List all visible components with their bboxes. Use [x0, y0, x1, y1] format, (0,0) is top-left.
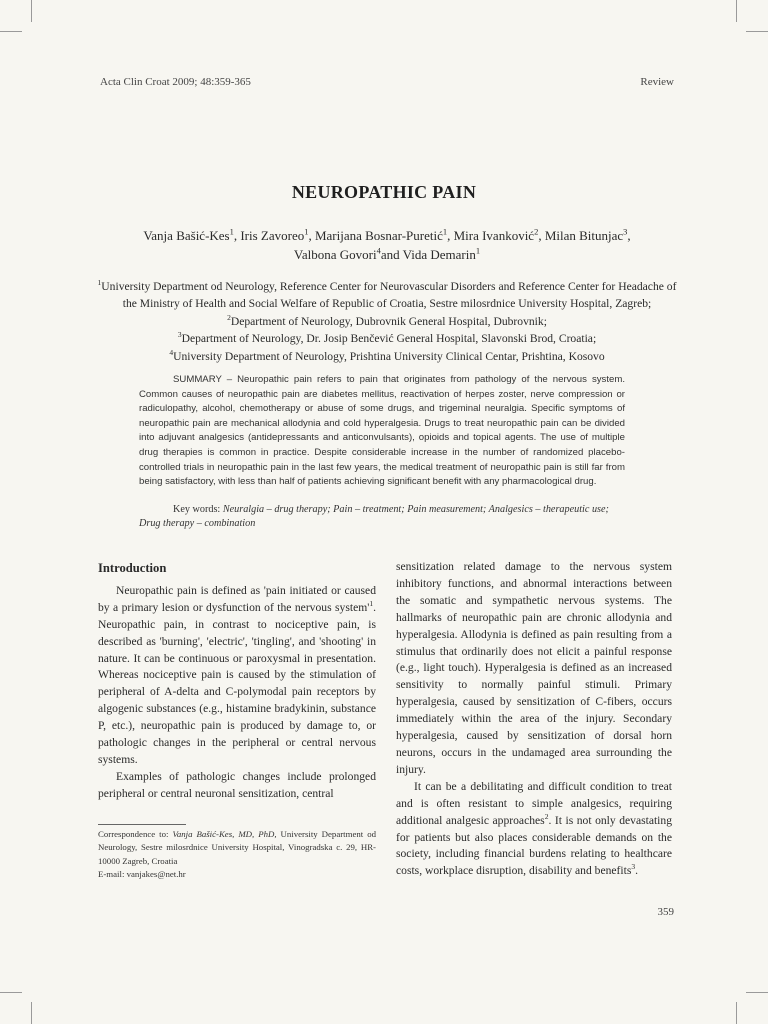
correspondence-text [98, 828, 376, 868]
author-affil-sup: 1 [229, 226, 234, 237]
journal-reference: Acta Clin Croat 2009; 48:359-365 [100, 76, 251, 88]
author-name: Valbona Govori [293, 247, 377, 262]
crop-mark [31, 0, 32, 22]
author-affil-sup: 2 [534, 226, 539, 237]
author-separator: , [627, 228, 631, 243]
paragraph-text: . Neuropathic pain, in contrast to nociceptive pain, is described as 'burning', 'electric', 'tingling', and 'shooting' in nature. It can be continuous or paroxysmal in presentation. Whereas nociceptive pain is caused by the stimulation of peripheral of A-delta and C-polymodal pain receptors by algogenic substances (e.g., histamine bradykinin, substance P, etc.), neuropathic pain is produced by damage to, or pathologic changes in the peripheral or central nervous systems. [98, 600, 376, 766]
page-number: 359 [657, 906, 674, 918]
author-affil-sup: 1 [304, 226, 309, 237]
affil-sup: 3 [177, 330, 182, 340]
citation-sup: 1 [369, 598, 374, 608]
article-title: NEUROPATHIC PAIN [291, 182, 477, 202]
author-affil-sup: 1 [442, 226, 448, 237]
crop-mark [746, 992, 768, 993]
paragraph: Examples of pathologic changes include prolonged peripheral or central neuronal sensitization, central [98, 769, 376, 800]
crop-mark [746, 31, 768, 32]
paragraph: sensitization related damage to the nervous system inhibitory functions, and abnormal interactions between the somatic and sympathetic nervous systems. The hallmarks of neuropathic pain are chronic allodynia and hyperalgesia. Allodynia is defined as pain resulting from a stimulus that ordinarily does not elicit a painful response (e.g., light touch). Hyperalgesia is defined as an increased sensitivity to normally painful stimuli. Primary hyperalgesia, caused by sensitization of C-fibers, occurs immediately within the area of the injury. Secondary hyperalgesia, caused by sensitization of dorsal horn neurons, occurs in the undamaged area surrounding the injury. [396, 560, 672, 776]
author-name: Vida Demarin [402, 247, 476, 262]
author-separator: and [380, 247, 403, 262]
author-affil-sup: 1 [475, 245, 481, 256]
correspondence-email: E-mail: vanjakes@net.hr [98, 868, 186, 879]
section-heading: Introduction [98, 561, 167, 575]
affiliation: Department of Neurology, Dr. Josip Benčević General Hospital, Slavonski Brod, Croatia; [181, 332, 597, 346]
author-affil-sup: 4 [376, 245, 381, 256]
crop-mark [31, 1002, 32, 1024]
author-separator: , [308, 228, 315, 243]
affil-sup: 4 [169, 347, 174, 357]
author-name: Iris Zavoreo [240, 228, 305, 243]
article-category: Review [640, 76, 674, 88]
paragraph [396, 779, 672, 880]
paragraph [98, 583, 376, 769]
correspondence-label: Correspondence to: [98, 829, 173, 839]
keywords-label: Key words: [173, 504, 223, 515]
footnote-rule [98, 824, 186, 825]
author-separator: , [233, 228, 241, 243]
crop-mark [0, 31, 22, 32]
crop-mark [736, 0, 737, 22]
keywords-text: Neuralgia – drug therapy; Pain – treatment; Pain measurement; Analgesics – therapeutic use; Drug therapy – combination [139, 504, 609, 530]
crop-mark [736, 1002, 737, 1024]
affil-sup: 1 [97, 278, 102, 288]
affiliations [96, 278, 678, 365]
author-list [100, 226, 674, 264]
crop-mark [0, 992, 22, 993]
paragraph-text: It can be a debilitating and difficult condition to treat and is often resistant to simple analgesics, requiring additional analgesic approaches [396, 779, 672, 827]
keywords [139, 503, 625, 532]
correspondence-name: Vanja Bašić-Kes, MD, PhD, [172, 829, 277, 839]
correspondence-address: University Department od Neurology, Sestre milosrdnice University Hospital, Vinogradska c. 29, HR-10000 Zagreb, Croatia [98, 829, 376, 866]
paragraph-text: Neuropathic pain is defined as 'pain initiated or caused by a primary lesion or dysfunction of the nervous system' [98, 583, 376, 614]
author-name: Milan Bitunjac [544, 228, 624, 243]
author-separator: , [538, 228, 545, 243]
affiliation: University Department od Neurology, Reference Center for Neurovascular Disorders and Reference Center for Headache of the Ministry of Health and Social Welfare of Republic of Croatia, Sestre milosrdnice University Hospital, Zagreb; [101, 280, 677, 311]
citation-sup: 2 [544, 811, 549, 821]
paragraph-text: . It is not only devastating for patients but also places considerable demands on the society, including financial burdens relating to healthcare costs, workplace disruption, disability and benefits [396, 813, 672, 878]
author-affil-sup: 3 [623, 226, 628, 237]
body-column-left [98, 560, 376, 803]
affil-sup: 2 [227, 312, 231, 322]
author-name: Marijana Bosnar-Puretić [314, 228, 443, 243]
citation-sup: 3 [631, 862, 636, 872]
author-name: Mira Ivanković [453, 228, 535, 243]
correspondence-footnote [98, 828, 376, 881]
abstract-summary: SUMMARY – Neuropathic pain refers to pain that originates from pathology of the nervous system. Common causes of neuropathic pain are diabetes mellitus, reactivation of herpes zoster, nerve compression or radiculopathy, alcohol, chemotherapy or abuse of some drugs, and trigeminal neuralgia. Specific symptoms of neuropathic pain are mechanical allodynia and cold hyperalgesia. Drugs to treat neuropathic pain can be divided into adjuvant analgesics (antidepressants and anticonvulsants), opioids and topical agents. The use of multiple drug therapies is common in practice. Despite considerable increase in the number of randomized placebo-controlled trials in neuropathic pain in the last few years, the medical treatment of neuropathic pain is still far from being satisfactory, with less than half of patients achieving significant benefit with any pharmacological drug. [139, 374, 625, 488]
author-separator: , [447, 228, 454, 243]
author-name: Vanja Bašić-Kes [143, 228, 230, 243]
paragraph-text: . [635, 864, 639, 878]
affiliation: Department of Neurology, Dubrovnik General Hospital, Dubrovnik; [230, 314, 547, 328]
affiliation: University Department of Neurology, Prishtina University Clinical Centar, Prishtina, Kosovo [173, 349, 605, 363]
body-column-right [396, 559, 672, 880]
